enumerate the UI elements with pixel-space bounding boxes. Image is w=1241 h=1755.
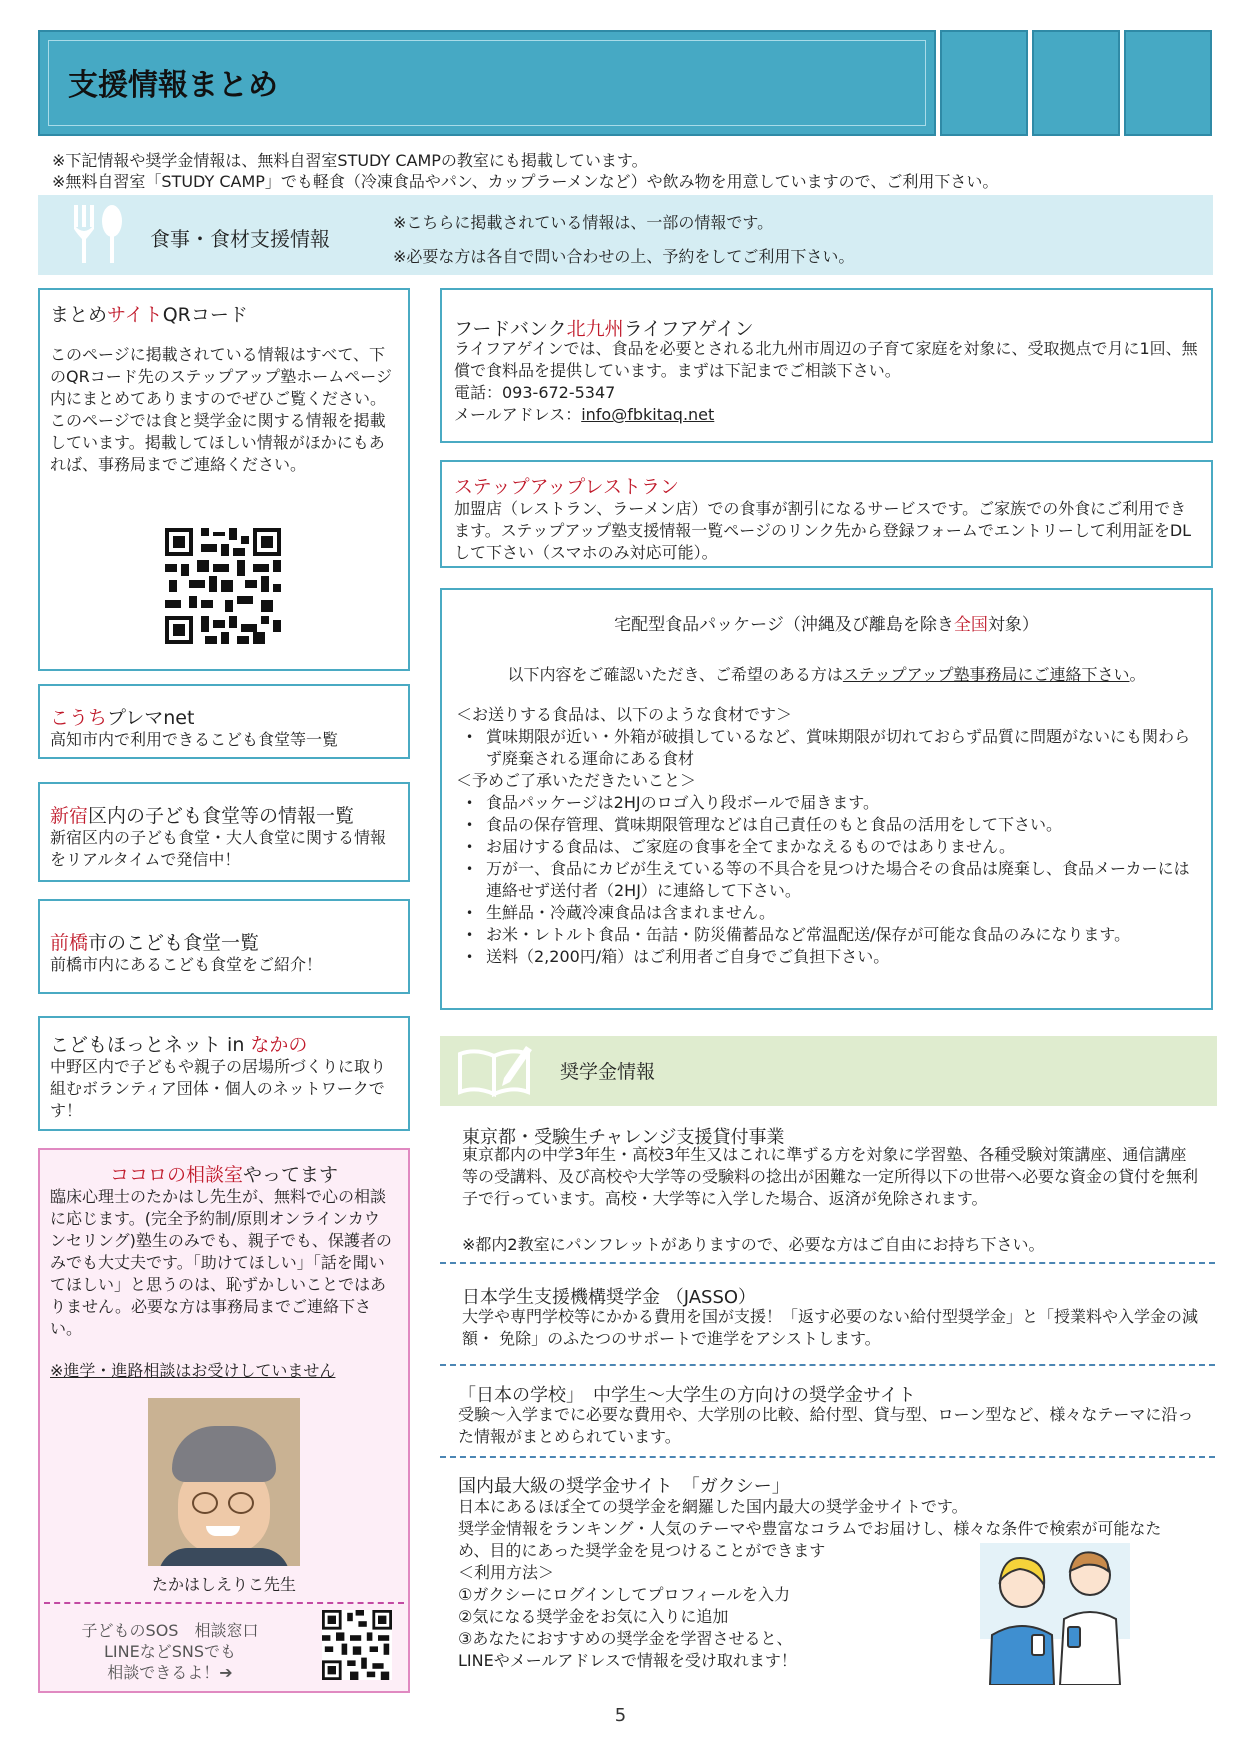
food-note: ※こちらに掲載されている情報は、一部の情報です。: [393, 213, 774, 232]
shinjuku-body: 新宿区内の子ども食堂・大人食堂に関する情報をリアルタイムで発信中！: [50, 828, 387, 869]
package-list: ＜お送りする食品は、以下のような食材です＞ • 賞味期限が近い・外箱が破損しているなど、賞味期限が切れておらず品質に問題がないにも関わらず廃棄される運命にある食材 ＜予めご了承いただきたいこと＞ • 食品パッケージは2HJのロゴ入り段ボールで届きます。 • 食品の保存管理、賞味期限管理などは自己責任のもと食品の活用をして下さい。 • お届けする食品は、ご家庭の食事を全てまかなえるものではありません。 • 万が一、食品にカビが生えている等の不具合を見つけた場合その食品は廃棄し、食品メーカーには連絡せず送付者（2HJ）に連絡して下さい。 • 生鮮品・冷蔵冷凍食品は含まれません。 • お米・レトルト食品・缶詰・防災備蓄品など常温配送/保存が可能な食品のみになります。 • 送料（2,200円/箱）はご利用者ご自身でご負担下さい。: [456, 704, 1196, 968]
note-line: ※無料自習室「STUDY CAMP」でも軽食（冷凍食品やパン、カップラーメンなど）や飲み物を用意していますので、ご利用下さい。: [52, 172, 999, 191]
maebashi-link-box[interactable]: [38, 899, 410, 994]
scholarship-title: 奨学金情報: [560, 1061, 656, 1083]
divider: [44, 1602, 404, 1604]
nihon-body: 受験～入学までに必要な費用や、大学別の比較、給付型、貸与型、ローン型など、様々なテーマに沿った情報がまとめられています。: [458, 1405, 1194, 1446]
maebashi-body: 前橋市内にあるこども食堂をご紹介！: [50, 955, 323, 974]
shinjuku-title: 新宿区内の子ども食堂等の情報一覧: [50, 805, 355, 827]
counseling-body: 臨床心理士のたかはし先生が、無料で心の相談に応じます。(完全予約制/原則オンラインカウンセリング)塾生のみでも、親子でも、保護者のみでも大丈夫です。「助けてほしい」「話を聞いてほしい」と思うのは、恥ずかしいことではありません。必要な方は事務局までご連絡下さい。: [50, 1187, 392, 1338]
foodbank-tel: 電話：093-672-5347: [454, 383, 616, 402]
nihon-title: 「日本の学校」 中学生～大学生の方向けの奨学金サイト: [458, 1385, 916, 1406]
nakano-body: 中野区内で子どもや親子の居場所づくりに取り組むボランティア団体・個人のネットワークです！: [50, 1057, 387, 1120]
gakushi-body: 奨学金情報をランキング・人気のテーマや豊富なコラムでお届けし、様々な条件で検索が可能なため、目的にあった奨学金を見つけることができます: [458, 1519, 1162, 1560]
nakano-title: こどもほっとネット in なかの: [50, 1034, 308, 1056]
tokyo-title: 東京都・受験生チャレンジ支援貸付事業: [462, 1127, 785, 1148]
maebashi-title: 前橋市のこども食堂一覧: [50, 932, 260, 954]
qr-summary-box: [38, 288, 410, 671]
food-section-title: 食事・食材支援情報: [150, 227, 330, 251]
shinjuku-link-box[interactable]: [38, 782, 410, 882]
scholarship-band: [440, 1036, 1217, 1106]
kochi-link-box[interactable]: [38, 684, 410, 759]
sos-text: 子どものSOS 相談窓口 LINEなどSNSでも 相談できるよ！➔: [81, 1621, 259, 1682]
open-book-pencil-icon: [454, 1040, 536, 1102]
nakano-link-box[interactable]: [38, 1016, 410, 1131]
jasso-body: 大学や専門学校等にかかる費用を国が支援！「返す必要のない給付型奨学金」と「授業料や入学金の減額・ 免除」のふたつのサポートで進学をアシストします。: [462, 1307, 1199, 1348]
counselor-name: たかはしえりこ先生: [151, 1575, 296, 1594]
foodbank-body: ライフアゲインでは、食品を必要とされる北九州市周辺の子育て家庭を対象に、受取拠点で月に1回、無償で食料品を提供しています。まずは下記までご相談下さい。: [454, 339, 1198, 380]
header-banner: [38, 30, 936, 136]
sos-qr-code-icon[interactable]: [322, 1610, 392, 1680]
foodbank-box: [440, 288, 1213, 443]
restaurant-title: ステップアップレストラン: [454, 476, 679, 498]
restaurant-box: [440, 460, 1213, 568]
counseling-title: ココロの相談室やってます: [109, 1164, 339, 1186]
qr-code-icon[interactable]: [165, 528, 281, 644]
restaurant-body: 加盟店（レストラン、ラーメン店）での食事が割引になるサービスです。ご家族での外食にご利用できます。ステップアップ塾支援情報一覧ページのリンク先から登録フォームでエントリーして利用証をDLして下さい（スマホのみ対応可能）。: [454, 499, 1192, 562]
header-block: [1032, 30, 1120, 136]
usage-step: ①ガクシーにログインしてプロフィールを入力: [458, 1585, 790, 1604]
qr-summary-body: このページに掲載されている情報はすべて、下のQRコード先のステップアップ塾ホームページ内にまとめてありますのでぜひご覧ください。このページでは食と奨学金に関する情報を掲載しています。掲載してほしい情報がほかにもあれば、事務局までご連絡ください。: [50, 345, 392, 474]
usage-step: ②気になる奨学金をお気に入りに追加: [458, 1607, 729, 1626]
usage-label: ＜利用方法＞: [458, 1563, 555, 1582]
divider: [440, 1456, 1215, 1458]
header-block: [940, 30, 1028, 136]
header-block: [1124, 30, 1212, 136]
package-intro: 以下内容をご確認いただき、ご希望のある方はステップアップ塾事務局にご連絡下さい。: [507, 665, 1146, 684]
foodbank-mail: メールアドレス：info@fbkitaq.net: [454, 405, 715, 424]
counselor-photo: [148, 1398, 300, 1566]
gakushi-title: 国内最大級の奨学金サイト 「ガクシー」: [458, 1476, 790, 1497]
package-box: [440, 588, 1213, 1010]
usage-step: ③あなたにおすすめの奨学金を学習させると、: [458, 1629, 793, 1648]
counseling-box: [38, 1148, 410, 1693]
note-line: ※下記情報や奨学金情報は、無料自習室STUDY CAMPの教室にも掲載しています。: [52, 151, 648, 170]
qr-summary-title: まとめサイトQRコード: [50, 304, 248, 326]
tokyo-body: 東京都内の中学3年生・高校3年生又はこれに準ずる方を対象に学習塾、各種受験対策講座、通信講座等の受講料、及び高校や大学等の受験料の捻出が困難な一定所得以下の世帯へ必要な資金の貸付を無利子で行っています。高校・大学等に入学した場合、返済が免除されます。: [462, 1145, 1199, 1208]
people-with-phones-illustration: [980, 1535, 1130, 1685]
page-number: 5: [614, 1705, 627, 1726]
usage-step: LINEやメールアドレスで情報を受け取れます！: [458, 1651, 797, 1670]
jasso-title: 日本学生支援機構奨学金 （JASSO）: [462, 1287, 757, 1308]
tokyo-note: ※都内2教室にパンフレットがありますので、必要な方はご自由にお持ち下さい。: [462, 1235, 1045, 1254]
gakushi-body: 日本にあるほぼ全ての奨学金を網羅した国内最大の奨学金サイトです。: [458, 1497, 968, 1516]
foodbank-mail-link[interactable]: info@fbkitaq.net: [581, 405, 715, 424]
food-note: ※必要な方は各自で問い合わせの上、予約をしてご利用下さい。: [393, 247, 855, 266]
kochi-body: 高知市内で利用できるこども食堂等一覧: [50, 730, 339, 749]
divider: [440, 1364, 1215, 1366]
page-title: 支援情報まとめ: [68, 68, 278, 103]
package-title: 宅配型食品パッケージ（沖縄及び離島を除き全国対象）: [614, 615, 1039, 635]
divider: [440, 1262, 1215, 1264]
fork-spoon-icon: [70, 203, 126, 265]
counseling-note: ※進学・進路相談はお受けしていません: [50, 1361, 336, 1380]
kochi-title: こうちプレマnet: [50, 707, 195, 729]
foodbank-title: フードバンク北九州ライフアゲイン: [454, 318, 754, 340]
